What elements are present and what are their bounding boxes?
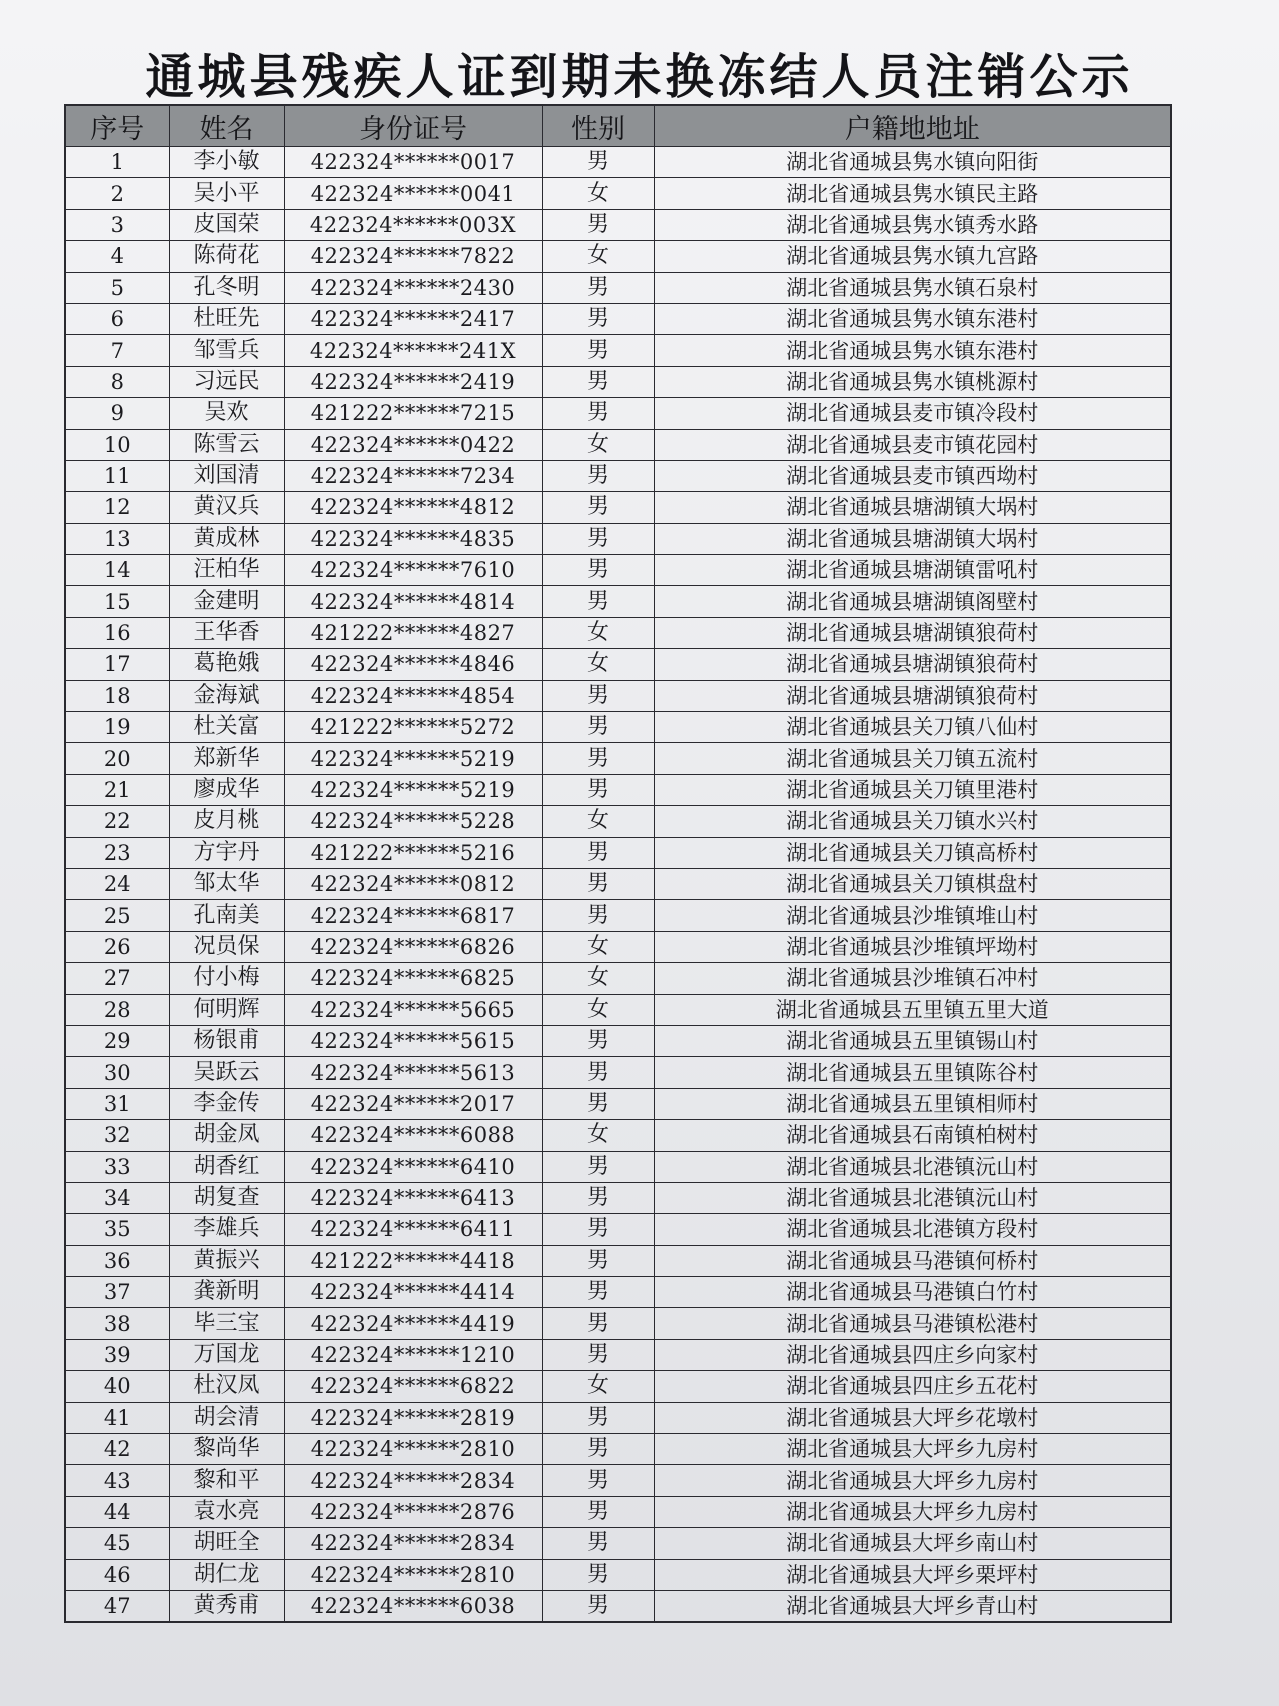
cell-id-number: 422324******5219 — [284, 774, 542, 805]
cell-number: 43 — [65, 1465, 169, 1496]
cell-number: 42 — [65, 1434, 169, 1465]
cell-gender: 女 — [542, 178, 654, 209]
table-row — [65, 366, 1171, 397]
table-row — [65, 492, 1171, 523]
cell-gender: 男 — [542, 900, 654, 931]
cell-address: 湖北省通城县大坪乡南山村 — [654, 1528, 1171, 1559]
table-row — [65, 617, 1171, 648]
cell-id-number: 422324******2417 — [284, 303, 542, 334]
cell-address: 湖北省通城县隽水镇东港村 — [654, 335, 1171, 366]
table-row — [65, 712, 1171, 743]
cell-address: 湖北省通城县四庄乡五花村 — [654, 1371, 1171, 1402]
table-row — [65, 1434, 1171, 1465]
cell-id-number: 422324******0422 — [284, 429, 542, 460]
cell-name: 陈雪云 — [169, 429, 284, 460]
cell-gender: 男 — [542, 523, 654, 554]
cell-number: 33 — [65, 1151, 169, 1182]
cell-address: 湖北省通城县关刀镇棋盘村 — [654, 868, 1171, 899]
cell-number: 36 — [65, 1245, 169, 1276]
cell-name: 黄秀甫 — [169, 1590, 284, 1622]
column-header-id: 身份证号 — [284, 105, 542, 147]
cell-gender: 女 — [542, 963, 654, 994]
cell-gender: 男 — [542, 1277, 654, 1308]
table-row — [65, 209, 1171, 240]
cell-number: 9 — [65, 398, 169, 429]
cell-number: 38 — [65, 1308, 169, 1339]
cell-number: 32 — [65, 1120, 169, 1151]
table-row — [65, 774, 1171, 805]
cell-id-number: 422324******6825 — [284, 963, 542, 994]
table-row — [65, 1151, 1171, 1182]
cell-name: 杜关富 — [169, 712, 284, 743]
cell-id-number: 422324******6410 — [284, 1151, 542, 1182]
cell-gender: 男 — [542, 1402, 654, 1433]
cell-number: 20 — [65, 743, 169, 774]
table-row — [65, 178, 1171, 209]
cell-address: 湖北省通城县大坪乡九房村 — [654, 1434, 1171, 1465]
cell-address: 湖北省通城县关刀镇八仙村 — [654, 712, 1171, 743]
cell-name: 杜旺先 — [169, 303, 284, 334]
cell-number: 34 — [65, 1182, 169, 1213]
cell-id-number: 422324******5615 — [284, 1025, 542, 1056]
cell-address: 湖北省通城县五里镇五里大道 — [654, 994, 1171, 1025]
column-header-name: 姓名 — [169, 105, 284, 147]
roster-table — [64, 104, 1172, 1623]
cell-gender: 男 — [542, 303, 654, 334]
cell-name: 胡旺全 — [169, 1528, 284, 1559]
cell-id-number: 422324******241X — [284, 335, 542, 366]
cell-address: 湖北省通城县隽水镇东港村 — [654, 303, 1171, 334]
cell-gender: 女 — [542, 1371, 654, 1402]
column-header-gender: 性别 — [542, 105, 654, 147]
cell-address: 湖北省通城县关刀镇里港村 — [654, 774, 1171, 805]
cell-name: 皮月桃 — [169, 806, 284, 837]
cell-number: 45 — [65, 1528, 169, 1559]
cell-number: 26 — [65, 931, 169, 962]
cell-address: 湖北省通城县塘湖镇阁壁村 — [654, 586, 1171, 617]
cell-gender: 男 — [542, 680, 654, 711]
cell-name: 黎尚华 — [169, 1434, 284, 1465]
table-row — [65, 1088, 1171, 1119]
cell-number: 11 — [65, 460, 169, 491]
cell-address: 湖北省通城县关刀镇五流村 — [654, 743, 1171, 774]
table-row — [65, 1025, 1171, 1056]
cell-address: 湖北省通城县沙堆镇坪坳村 — [654, 931, 1171, 962]
cell-address: 湖北省通城县塘湖镇大埚村 — [654, 492, 1171, 523]
cell-id-number: 422324******4419 — [284, 1308, 542, 1339]
cell-gender: 女 — [542, 1120, 654, 1151]
cell-gender: 男 — [542, 209, 654, 240]
cell-id-number: 422324******003X — [284, 209, 542, 240]
cell-gender: 男 — [542, 837, 654, 868]
cell-gender: 男 — [542, 712, 654, 743]
cell-address: 湖北省通城县塘湖镇大埚村 — [654, 523, 1171, 554]
cell-id-number: 422324******6413 — [284, 1182, 542, 1213]
cell-address: 湖北省通城县隽水镇九宫路 — [654, 241, 1171, 272]
cell-name: 郑新华 — [169, 743, 284, 774]
cell-number: 40 — [65, 1371, 169, 1402]
cell-name: 廖成华 — [169, 774, 284, 805]
table-row — [65, 1496, 1171, 1527]
cell-name: 胡复查 — [169, 1182, 284, 1213]
cell-address: 湖北省通城县大坪乡栗坪村 — [654, 1559, 1171, 1590]
cell-gender: 男 — [542, 1559, 654, 1590]
cell-address: 湖北省通城县隽水镇桃源村 — [654, 366, 1171, 397]
cell-number: 22 — [65, 806, 169, 837]
cell-address: 湖北省通城县沙堆镇石冲村 — [654, 963, 1171, 994]
table-row — [65, 555, 1171, 586]
cell-gender: 男 — [542, 335, 654, 366]
cell-gender: 男 — [542, 1496, 654, 1527]
cell-address: 湖北省通城县五里镇陈谷村 — [654, 1057, 1171, 1088]
cell-id-number: 421222******4827 — [284, 617, 542, 648]
cell-number: 31 — [65, 1088, 169, 1119]
cell-gender: 男 — [542, 1151, 654, 1182]
cell-address: 湖北省通城县麦市镇西坳村 — [654, 460, 1171, 491]
cell-name: 胡香红 — [169, 1151, 284, 1182]
cell-name: 李雄兵 — [169, 1214, 284, 1245]
cell-gender: 男 — [542, 1245, 654, 1276]
cell-name: 孔南美 — [169, 900, 284, 931]
cell-name: 李金传 — [169, 1088, 284, 1119]
column-header-address: 户籍地地址 — [654, 105, 1171, 147]
table-row — [65, 1182, 1171, 1213]
cell-id-number: 422324******2810 — [284, 1559, 542, 1590]
cell-number: 8 — [65, 366, 169, 397]
table-row — [65, 994, 1171, 1025]
cell-gender: 男 — [542, 147, 654, 178]
cell-id-number: 422324******6826 — [284, 931, 542, 962]
table-row — [65, 1339, 1171, 1370]
cell-name: 袁水亮 — [169, 1496, 284, 1527]
table-row — [65, 649, 1171, 680]
cell-id-number: 422324******5228 — [284, 806, 542, 837]
table-row — [65, 460, 1171, 491]
cell-number: 46 — [65, 1559, 169, 1590]
table-body — [65, 147, 1171, 1623]
table-row — [65, 900, 1171, 931]
cell-id-number: 422324******0812 — [284, 868, 542, 899]
cell-id-number: 422324******2834 — [284, 1528, 542, 1559]
cell-number: 7 — [65, 335, 169, 366]
table-row — [65, 1277, 1171, 1308]
cell-id-number: 422324******0041 — [284, 178, 542, 209]
cell-address: 湖北省通城县北港镇沅山村 — [654, 1182, 1171, 1213]
cell-name: 金海斌 — [169, 680, 284, 711]
cell-address: 湖北省通城县北港镇沅山村 — [654, 1151, 1171, 1182]
cell-id-number: 422324******7822 — [284, 241, 542, 272]
table-row — [65, 303, 1171, 334]
table-row — [65, 806, 1171, 837]
cell-name: 黄振兴 — [169, 1245, 284, 1276]
cell-number: 17 — [65, 649, 169, 680]
cell-name: 孔冬明 — [169, 272, 284, 303]
cell-gender: 男 — [542, 1057, 654, 1088]
cell-id-number: 422324******5665 — [284, 994, 542, 1025]
table-row — [65, 1402, 1171, 1433]
cell-address: 湖北省通城县大坪乡九房村 — [654, 1496, 1171, 1527]
cell-number: 24 — [65, 868, 169, 899]
cell-address: 湖北省通城县麦市镇冷段村 — [654, 398, 1171, 429]
cell-gender: 男 — [542, 1590, 654, 1622]
cell-number: 13 — [65, 523, 169, 554]
cell-id-number: 421222******5216 — [284, 837, 542, 868]
cell-name: 况员保 — [169, 931, 284, 962]
cell-gender: 男 — [542, 868, 654, 899]
table-row — [65, 1308, 1171, 1339]
cell-id-number: 422324******4812 — [284, 492, 542, 523]
cell-address: 湖北省通城县马港镇何桥村 — [654, 1245, 1171, 1276]
cell-number: 47 — [65, 1590, 169, 1622]
table-row — [65, 429, 1171, 460]
cell-address: 湖北省通城县塘湖镇雷吼村 — [654, 555, 1171, 586]
cell-name: 何明辉 — [169, 994, 284, 1025]
cell-number: 12 — [65, 492, 169, 523]
cell-number: 39 — [65, 1339, 169, 1370]
cell-address: 湖北省通城县隽水镇民主路 — [654, 178, 1171, 209]
table-header — [65, 105, 1171, 147]
cell-gender: 男 — [542, 460, 654, 491]
cell-address: 湖北省通城县塘湖镇狼荷村 — [654, 680, 1171, 711]
cell-id-number: 422324******1210 — [284, 1339, 542, 1370]
cell-number: 4 — [65, 241, 169, 272]
cell-name: 方宇丹 — [169, 837, 284, 868]
cell-id-number: 422324******6411 — [284, 1214, 542, 1245]
column-header-number: 序号 — [65, 105, 169, 147]
cell-id-number: 422324******2810 — [284, 1434, 542, 1465]
table-row — [65, 743, 1171, 774]
cell-number: 5 — [65, 272, 169, 303]
cell-name: 邹雪兵 — [169, 335, 284, 366]
table-row — [65, 1559, 1171, 1590]
table-row — [65, 1465, 1171, 1496]
cell-id-number: 422324******5219 — [284, 743, 542, 774]
cell-number: 35 — [65, 1214, 169, 1245]
cell-id-number: 422324******7234 — [284, 460, 542, 491]
cell-address: 湖北省通城县隽水镇秀水路 — [654, 209, 1171, 240]
cell-name: 胡金凤 — [169, 1120, 284, 1151]
cell-id-number: 422324******2430 — [284, 272, 542, 303]
cell-name: 付小梅 — [169, 963, 284, 994]
cell-address: 湖北省通城县五里镇锡山村 — [654, 1025, 1171, 1056]
cell-gender: 女 — [542, 994, 654, 1025]
cell-address: 湖北省通城县麦市镇花园村 — [654, 429, 1171, 460]
cell-number: 44 — [65, 1496, 169, 1527]
cell-id-number: 422324******4854 — [284, 680, 542, 711]
cell-name: 习远民 — [169, 366, 284, 397]
cell-gender: 男 — [542, 272, 654, 303]
cell-id-number: 422324******2834 — [284, 1465, 542, 1496]
cell-name: 王华香 — [169, 617, 284, 648]
cell-name: 葛艳娥 — [169, 649, 284, 680]
cell-gender: 女 — [542, 429, 654, 460]
cell-gender: 女 — [542, 241, 654, 272]
cell-id-number: 421222******4418 — [284, 1245, 542, 1276]
cell-name: 黎和平 — [169, 1465, 284, 1496]
cell-gender: 男 — [542, 586, 654, 617]
cell-number: 6 — [65, 303, 169, 334]
table-row — [65, 680, 1171, 711]
cell-gender: 男 — [542, 1434, 654, 1465]
table-row — [65, 523, 1171, 554]
cell-number: 3 — [65, 209, 169, 240]
table-row — [65, 398, 1171, 429]
cell-number: 19 — [65, 712, 169, 743]
table-row — [65, 1120, 1171, 1151]
cell-number: 41 — [65, 1402, 169, 1433]
cell-gender: 男 — [542, 492, 654, 523]
cell-address: 湖北省通城县塘湖镇狼荷村 — [654, 649, 1171, 680]
cell-id-number: 422324******0017 — [284, 147, 542, 178]
cell-address: 湖北省通城县隽水镇向阳街 — [654, 147, 1171, 178]
cell-gender: 男 — [542, 1528, 654, 1559]
cell-name: 吴小平 — [169, 178, 284, 209]
cell-address: 湖北省通城县五里镇相师村 — [654, 1088, 1171, 1119]
cell-name: 胡会清 — [169, 1402, 284, 1433]
cell-number: 23 — [65, 837, 169, 868]
cell-number: 25 — [65, 900, 169, 931]
page-title: 通城县残疾人证到期未换冻结人员注销公示 — [145, 49, 1134, 105]
cell-name: 刘国清 — [169, 460, 284, 491]
cell-id-number: 422324******2017 — [284, 1088, 542, 1119]
cell-gender: 男 — [542, 1214, 654, 1245]
cell-gender: 女 — [542, 649, 654, 680]
cell-name: 汪柏华 — [169, 555, 284, 586]
cell-number: 29 — [65, 1025, 169, 1056]
cell-number: 28 — [65, 994, 169, 1025]
cell-address: 湖北省通城县大坪乡青山村 — [654, 1590, 1171, 1622]
cell-address: 湖北省通城县关刀镇水兴村 — [654, 806, 1171, 837]
cell-number: 30 — [65, 1057, 169, 1088]
cell-number: 37 — [65, 1277, 169, 1308]
cell-name: 龚新明 — [169, 1277, 284, 1308]
cell-address: 湖北省通城县马港镇白竹村 — [654, 1277, 1171, 1308]
cell-number: 14 — [65, 555, 169, 586]
cell-id-number: 422324******4414 — [284, 1277, 542, 1308]
cell-number: 10 — [65, 429, 169, 460]
cell-address: 湖北省通城县大坪乡花墩村 — [654, 1402, 1171, 1433]
cell-id-number: 422324******7610 — [284, 555, 542, 586]
table-row — [65, 272, 1171, 303]
cell-gender: 男 — [542, 1339, 654, 1370]
table-row — [65, 1371, 1171, 1402]
cell-name: 胡仁龙 — [169, 1559, 284, 1590]
cell-id-number: 422324******6822 — [284, 1371, 542, 1402]
table-row — [65, 868, 1171, 899]
cell-id-number: 422324******4835 — [284, 523, 542, 554]
cell-gender: 男 — [542, 1088, 654, 1119]
cell-address: 湖北省通城县关刀镇高桥村 — [654, 837, 1171, 868]
cell-gender: 男 — [542, 398, 654, 429]
cell-name: 吴跃云 — [169, 1057, 284, 1088]
cell-address: 湖北省通城县大坪乡九房村 — [654, 1465, 1171, 1496]
cell-id-number: 422324******6088 — [284, 1120, 542, 1151]
cell-name: 李小敏 — [169, 147, 284, 178]
table-row — [65, 837, 1171, 868]
cell-id-number: 421222******7215 — [284, 398, 542, 429]
cell-id-number: 422324******6817 — [284, 900, 542, 931]
cell-number: 18 — [65, 680, 169, 711]
cell-id-number: 422324******5613 — [284, 1057, 542, 1088]
cell-gender: 男 — [542, 743, 654, 774]
cell-id-number: 422324******4814 — [284, 586, 542, 617]
table-row — [65, 1057, 1171, 1088]
cell-number: 21 — [65, 774, 169, 805]
cell-name: 杜汉凤 — [169, 1371, 284, 1402]
cell-number: 2 — [65, 178, 169, 209]
cell-address: 湖北省通城县塘湖镇狼荷村 — [654, 617, 1171, 648]
cell-address: 湖北省通城县沙堆镇堆山村 — [654, 900, 1171, 931]
cell-id-number: 422324******4846 — [284, 649, 542, 680]
cell-id-number: 422324******2876 — [284, 1496, 542, 1527]
cell-name: 杨银甫 — [169, 1025, 284, 1056]
table-row — [65, 931, 1171, 962]
cell-name: 邹太华 — [169, 868, 284, 899]
header-row — [65, 105, 1171, 147]
cell-gender: 男 — [542, 1025, 654, 1056]
cell-id-number: 422324******2819 — [284, 1402, 542, 1433]
table-row — [65, 335, 1171, 366]
cell-gender: 男 — [542, 774, 654, 805]
cell-name: 毕三宝 — [169, 1308, 284, 1339]
cell-id-number: 421222******5272 — [284, 712, 542, 743]
cell-address: 湖北省通城县四庄乡向家村 — [654, 1339, 1171, 1370]
cell-name: 黄成林 — [169, 523, 284, 554]
cell-name: 万国龙 — [169, 1339, 284, 1370]
cell-address: 湖北省通城县隽水镇石泉村 — [654, 272, 1171, 303]
cell-name: 皮国荣 — [169, 209, 284, 240]
table-row — [65, 241, 1171, 272]
table-row — [65, 963, 1171, 994]
cell-address: 湖北省通城县石南镇柏树村 — [654, 1120, 1171, 1151]
table-row — [65, 1590, 1171, 1622]
table-row — [65, 1528, 1171, 1559]
cell-gender: 男 — [542, 555, 654, 586]
cell-gender: 男 — [542, 366, 654, 397]
cell-number: 16 — [65, 617, 169, 648]
cell-address: 湖北省通城县马港镇松港村 — [654, 1308, 1171, 1339]
cell-gender: 女 — [542, 617, 654, 648]
cell-id-number: 422324******6038 — [284, 1590, 542, 1622]
table-row — [65, 1245, 1171, 1276]
table-row — [65, 1214, 1171, 1245]
table-row — [65, 586, 1171, 617]
cell-id-number: 422324******2419 — [284, 366, 542, 397]
cell-address: 湖北省通城县北港镇方段村 — [654, 1214, 1171, 1245]
cell-name: 金建明 — [169, 586, 284, 617]
cell-gender: 女 — [542, 806, 654, 837]
cell-number: 15 — [65, 586, 169, 617]
cell-gender: 男 — [542, 1465, 654, 1496]
cell-number: 1 — [65, 147, 169, 178]
cell-number: 27 — [65, 963, 169, 994]
cell-name: 黄汉兵 — [169, 492, 284, 523]
table-row — [65, 147, 1171, 178]
cell-gender: 男 — [542, 1308, 654, 1339]
cell-name: 吴欢 — [169, 398, 284, 429]
cell-gender: 男 — [542, 1182, 654, 1213]
cell-gender: 女 — [542, 931, 654, 962]
cell-name: 陈荷花 — [169, 241, 284, 272]
